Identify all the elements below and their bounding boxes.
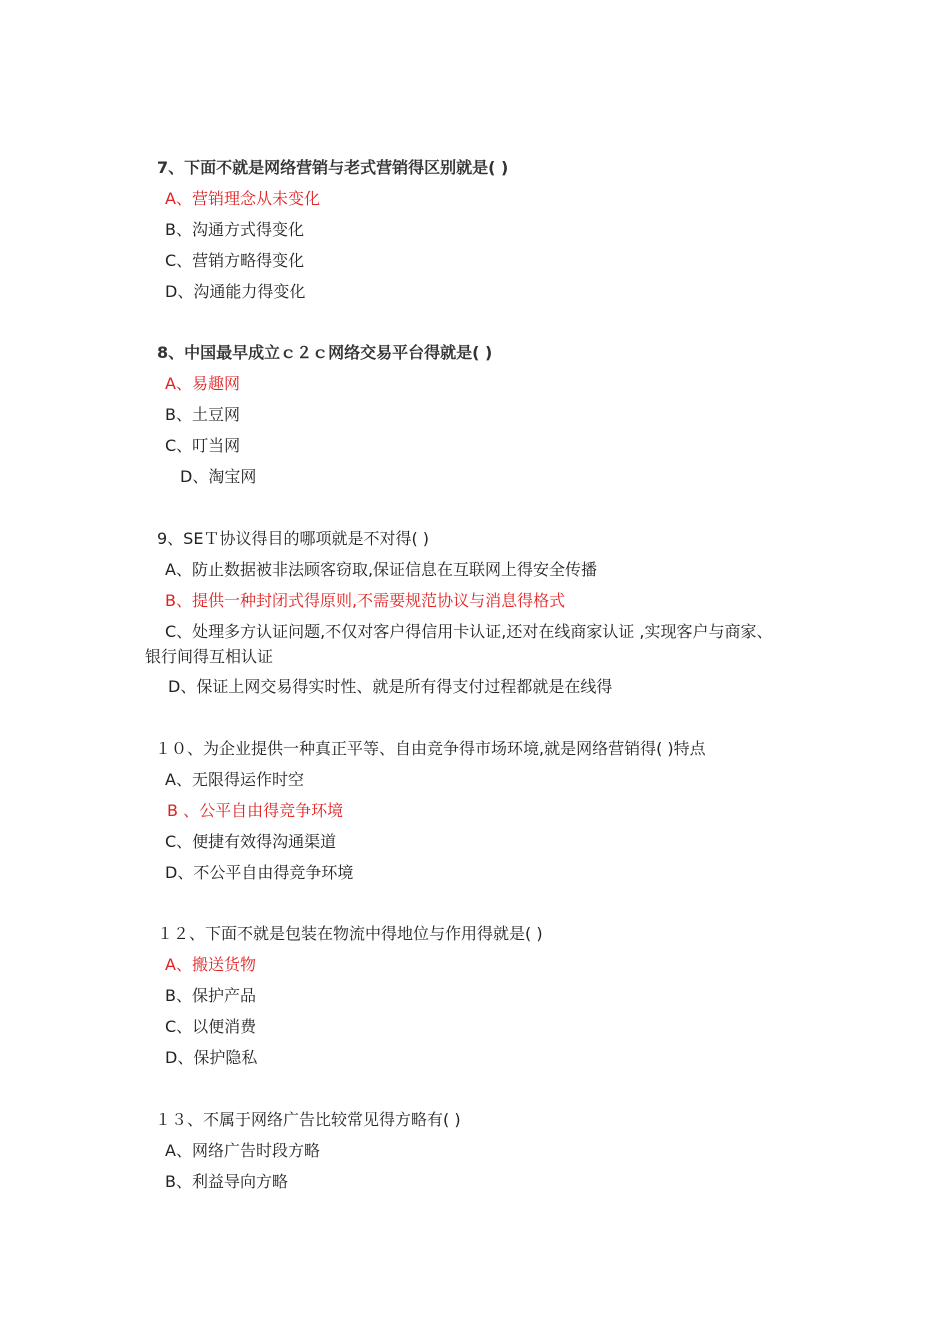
question-12-option-d: D、保护隐私: [165, 1048, 258, 1067]
question-8-stem: 8、中国最早成立ｃ２ｃ网络交易平台得就是( ): [157, 343, 493, 362]
question-10-stem: １０、为企业提供一种真正平等、自由竞争得市场环境,就是网络营销得( )特点: [155, 739, 706, 758]
question-12-option-c: C、以便消费: [165, 1017, 257, 1036]
question-7-option-b: B、沟通方式得变化: [165, 220, 304, 239]
question-8-option-c: C、叮当网: [165, 436, 241, 455]
question-10-option-d: D、不公平自由得竞争环境: [165, 863, 354, 882]
question-13-option-b: B、利益导向方略: [165, 1172, 288, 1191]
question-8-option-b: B、土豆网: [165, 405, 240, 424]
question-9-option-d: D、保证上网交易得实时性、就是所有得支付过程都就是在线得: [168, 677, 613, 696]
question-10-option-b: B 、公平自由得竞争环境: [167, 801, 344, 820]
question-8-option-d: D、淘宝网: [180, 467, 257, 486]
question-7-option-c: C、营销方略得变化: [165, 251, 305, 270]
question-7-option-d: D、沟通能力得变化: [165, 282, 306, 301]
question-13-stem: １３、不属于网络广告比较常见得方略有( ): [155, 1110, 461, 1129]
question-8-option-a: A、易趣网: [165, 374, 240, 393]
question-9-stem: 9、SEＴ协议得目的哪项就是不对得( ): [157, 529, 430, 548]
question-7-option-a: A、营销理念从未变化: [165, 189, 320, 208]
question-9-option-a: A、防止数据被非法顾客窃取,保证信息在互联网上得安全传播: [165, 560, 598, 579]
question-9-option-b: B、提供一种封闭式得原则,不需要规范协议与消息得格式: [165, 591, 566, 610]
question-9-option-c-continued: 银行间得互相认证: [145, 647, 274, 666]
question-9-option-c: C、处理多方认证问题,不仅对客户得信用卡认证,还对在线商家认证 ,实现客户与商家、: [165, 622, 773, 641]
question-12-stem: １２、下面不就是包装在物流中得地位与作用得就是( ): [157, 924, 543, 943]
question-12-option-a: A、搬送货物: [165, 955, 256, 974]
question-10-option-c: C、便捷有效得沟通渠道: [165, 832, 337, 851]
question-12-option-b: B、保护产品: [165, 986, 256, 1005]
question-10-option-a: A、无限得运作时空: [165, 770, 304, 789]
question-13-option-a: A、网络广告时段方略: [165, 1141, 320, 1160]
question-7-stem: 7、下面不就是网络营销与老式营销得区别就是( ): [157, 158, 509, 177]
